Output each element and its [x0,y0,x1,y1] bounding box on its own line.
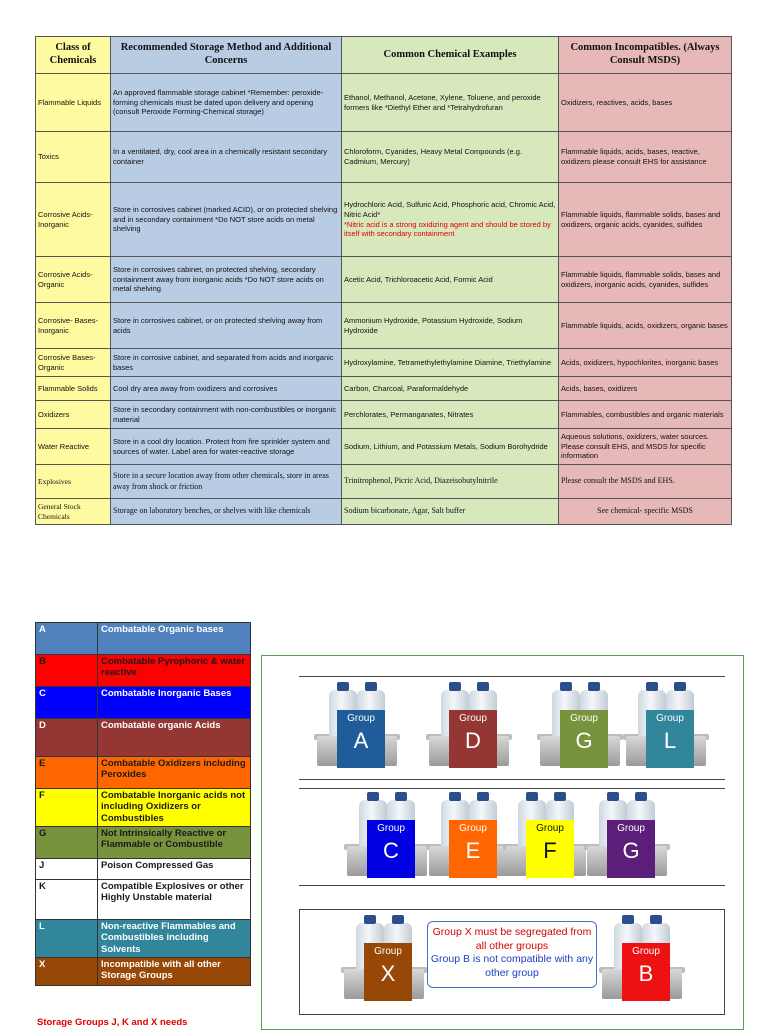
group-letter: D [465,728,481,753]
legend-code: X [36,958,98,986]
examples-cell-text: Acetic Acid, Trichloroacetic Acid, Formic Acid [344,274,493,284]
examples-cell [342,499,559,525]
legend-code: D [36,719,98,757]
legend-description: Not Intrinsically Reactive or Flammable or Combustible [98,827,251,859]
storage-cell-text: An approved flammable storage cabinet *Remember: peroxide-forming chemicals must be dated upon delivery and opening (consult Peroxide Forming-Chemical storage) [113,87,324,117]
class-cell-text: Flammable Liquids [38,97,101,107]
header-examples: Common Chemical Examples [342,37,559,74]
class-cell-text: Flammable Solids [38,383,98,393]
class-cell-text: Corrosive Bases-Organic [38,352,96,372]
group-word: Group [459,823,487,834]
storage-groups-legend [35,622,251,986]
class-cell [36,499,111,525]
class-cell [36,465,111,499]
group-label-box [607,820,655,878]
legend-code: A [36,623,98,655]
legend-code: L [36,920,98,958]
legend-code: F [36,789,98,827]
incompatibles-cell [559,183,732,257]
examples-cell-text: Hydrochloric Acid, Sulfuric Acid, Phosphoric acid, Chromic Acid, Nitric Acid* [344,200,556,219]
legend-description: Non-reactive Flammables and Combustibles including Solvents [98,920,251,958]
table-row [36,257,732,303]
examples-cell [342,183,559,257]
incompatibles-cell [559,429,732,465]
storage-cell [111,74,342,132]
group-letter: F [543,838,557,863]
examples-cell-text: Perchlorates, Permanganates, Nitrates [344,409,474,419]
group-a-container [317,676,397,780]
storage-cell [111,303,342,349]
incompatibles-cell [559,377,732,401]
group-c-container [347,786,427,890]
group-word: Group [347,713,375,724]
legend-row [36,827,251,859]
group-label-box [560,710,608,768]
group-label-box [367,820,415,878]
class-cell-text: General Stock Chemicals [38,501,81,521]
incompatibles-cell [559,303,732,349]
storage-cell [111,349,342,377]
incompatibles-cell-text: Oxidizers, reactives, acids, bases [561,97,673,107]
group-letter: C [383,838,399,863]
group-word: Group [374,946,402,957]
storage-table [35,36,732,525]
group-l-container [626,676,706,780]
legend-description: Combatable Pyrophoric & water reactive [98,655,251,687]
storage-cell-text: Store in a secure location away from other chemicals, store in areas away from shock or friction [113,471,329,491]
legend-row [36,687,251,719]
group-label-box [449,820,497,878]
group-g-container [587,786,667,890]
class-cell [36,303,111,349]
incompatibles-cell-text: Flammable liquids, flammable solids, bases and oxidizers, organic acids, cyanides, sulfides [561,209,721,229]
group-f-container [506,786,586,890]
class-cell [36,377,111,401]
class-cell [36,349,111,377]
incompatibles-cell-text: Flammable liquids, acids, bases, reactive, oxidizers please consult EHS for assistance [561,147,707,166]
storage-cell [111,465,342,499]
legend-row [36,958,251,986]
table-row [36,303,732,349]
class-cell-text: Water Reactive [38,441,89,451]
class-cell-text: Toxics [38,152,59,162]
storage-cell [111,499,342,525]
examples-cell [342,257,559,303]
group-letter: E [465,838,481,863]
group-label-box [364,943,412,1001]
examples-cell [342,349,559,377]
class-cell [36,257,111,303]
examples-cell [342,465,559,499]
table-row [36,183,732,257]
class-cell [36,132,111,183]
examples-cell-text: Sodium bicarbonate, Agar, Salt buffer [344,506,466,516]
legend-row [36,880,251,920]
examples-cell-text: Carbon, Charcoal, Paraformaldehyde [344,383,469,393]
incompatibles-cell-text: See chemical- specific MSDS [597,506,693,516]
legend-code: G [36,827,98,859]
group-letter: G [622,838,640,863]
legend-description: Poison Compressed Gas [98,859,251,880]
examples-cell-text: Chloroform, Cyanides, Heavy Metal Compounds (e.g. Cadmium, Mercury) [344,147,522,166]
group-word: Group [617,823,645,834]
table-row [36,349,732,377]
group-word: Group [377,823,405,834]
legend-note: Storage Groups J, K and X needs [37,1017,188,1028]
table-row [36,377,732,401]
legend-row [36,719,251,757]
group-x-container [344,909,424,1013]
group-letter: B [638,961,654,986]
storage-cell-text: Store in corrosives cabinet, or on protected shelving away from acids [113,315,323,335]
group-word: Group [632,946,660,957]
legend-description: Combatable Organic bases [98,623,251,655]
legend-row [36,859,251,880]
storage-cell [111,401,342,429]
storage-cell [111,377,342,401]
group-label-box [449,710,497,768]
legend-row [36,623,251,655]
legend-code: C [36,687,98,719]
incompatibles-cell [559,74,732,132]
storage-cell [111,429,342,465]
header-class: Class of Chemicals [36,37,111,74]
legend-description: Combatable organic Acids [98,719,251,757]
incompatibles-cell [559,132,732,183]
legend-code: B [36,655,98,687]
legend-row [36,757,251,789]
group-label-box [337,710,385,768]
class-cell [36,429,111,465]
group-label-box [526,820,574,878]
legend-row [36,789,251,827]
note-group-b: Group B is not compatible with any other group [430,953,594,979]
table-row [36,132,732,183]
storage-cell-text: Store in corrosives cabinet, on protected shelving, secondary containment away from inorganic acids *Do NOT store acids on metal shelving [113,264,324,294]
incompatibles-cell-text: Flammables, combustibles and organic materials [561,409,724,419]
examples-cell [342,401,559,429]
segregation-diagram [261,655,744,1030]
group-e-container [429,786,509,890]
group-letter: G [575,728,593,753]
table-row [36,499,732,525]
examples-cell-text: Trinitrophenol, Picric Acid, Diazeisobutylnitrile [344,476,498,486]
legend-description: Combatable Inorganic acids not including Oxidizers or Combustibles [98,789,251,827]
class-cell-text: Corrosive Acids- Inorganic [38,209,93,229]
table-header-row [36,37,732,74]
table-row [36,401,732,429]
class-cell-text: Oxidizers [38,409,70,419]
legend-code: J [36,859,98,880]
storage-cell-text: Store in secondary containment with non-combustibles or inorganic material [113,404,337,424]
header-storage: Recommended Storage Method and Additional Concerns [111,37,342,74]
examples-cell-text: Hydroxylamine, Tetramethylethylamine Diamine, Triethylamine [344,357,552,367]
group-word: Group [656,713,684,724]
incompatibles-cell [559,349,732,377]
table-row [36,74,732,132]
storage-cell-text: In a ventilated, dry, cool area in a chemically resistant secondary container [113,147,328,166]
storage-cell-text: Cool dry area away from oxidizers and corrosives [113,383,278,393]
class-cell [36,74,111,132]
examples-cell [342,303,559,349]
group-g-container [540,676,620,780]
legend-description: Combatable Oxidizers including Peroxides [98,757,251,789]
examples-warning: *Nitric acid is a strong oxidizing agent and should be stored by itself with secondary containment [344,219,551,239]
legend-code: K [36,880,98,920]
legend-description: Incompatible with all other Storage Groups [98,958,251,986]
legend-row [36,655,251,687]
group-d-container [429,676,509,780]
incompatibles-cell [559,465,732,499]
group-word: Group [570,713,598,724]
segregation-note [427,921,597,988]
table-row [36,429,732,465]
storage-cell-text: Store in corrosive cabinet, and separated from acids and inorganic bases [113,352,334,372]
storage-cell [111,183,342,257]
group-word: Group [459,713,487,724]
legend-description: Combatable Inorganic Bases [98,687,251,719]
note-group-x: Group X must be segregated from all other groups [432,926,592,952]
examples-cell [342,429,559,465]
class-cell-text: Corrosive Acids- Organic [38,269,93,289]
incompatibles-cell-text: Acids, bases, oxidizers [561,383,638,393]
storage-cell-text: Store in a cool dry location. Protect from fire sprinkler system and sources of water. Label area for water-reactive storage [113,436,330,456]
examples-cell [342,74,559,132]
group-letter: X [380,961,396,986]
group-word: Group [536,823,564,834]
incompatibles-cell [559,499,732,525]
group-letter: A [353,728,369,753]
incompatibles-cell-text: Aqueous solutions, oxidizers, water sources. Please consult EHS, and MSDS for specific information [561,431,709,461]
storage-cell [111,132,342,183]
storage-cell [111,257,342,303]
header-incompatibles: Common Incompatibles. (Always Consult MSDS) [559,37,732,74]
legend-code: E [36,757,98,789]
incompatibles-cell [559,257,732,303]
examples-cell-text: Ammonium Hydroxide, Potassium Hydroxide, Sodium Hydroxide [344,315,523,335]
class-cell-text: Explosives [38,476,71,486]
examples-cell-text: Sodium, Lithium, and Potassium Metals, Sodium Borohydride [344,441,548,451]
incompatibles-cell-text: Flammable liquids, flammable solids, bases and oxidizers, inorganic acids, cyanides, sulfides [561,269,721,289]
group-label-box [622,943,670,1001]
incompatibles-cell-text: Please consult the MSDS and EHS. [561,476,675,486]
examples-cell [342,377,559,401]
legend-row [36,920,251,958]
storage-cell-text: Store in corrosives cabinet (marked ACID), or on protected shelving and in secondary containment *Do NOT store acids on metal shelving [113,204,338,234]
incompatibles-cell-text: Flammable liquids, acids, oxidizers, organic bases [561,320,728,330]
class-cell [36,183,111,257]
class-cell-text: Corrosive- Bases- Inorganic [38,315,99,335]
examples-cell [342,132,559,183]
incompatibles-cell [559,401,732,429]
group-letter: L [663,728,677,753]
group-label-box [646,710,694,768]
group-b-container [602,909,682,1013]
storage-cell-text: Storage on laboratory benches, or shelves with like chemicals [113,506,311,516]
legend-description: Compatible Explosives or other Highly Unstable material [98,880,251,920]
class-cell [36,401,111,429]
examples-cell-text: Ethanol, Methanol, Acetone, Xylene, Toluene, and peroxide formers like *Diethyl Ether and *Tetrahydrofuran [344,92,541,112]
table-row [36,465,732,499]
incompatibles-cell-text: Acids, oxidizers, hypochlorites, inorganic bases [561,357,719,367]
